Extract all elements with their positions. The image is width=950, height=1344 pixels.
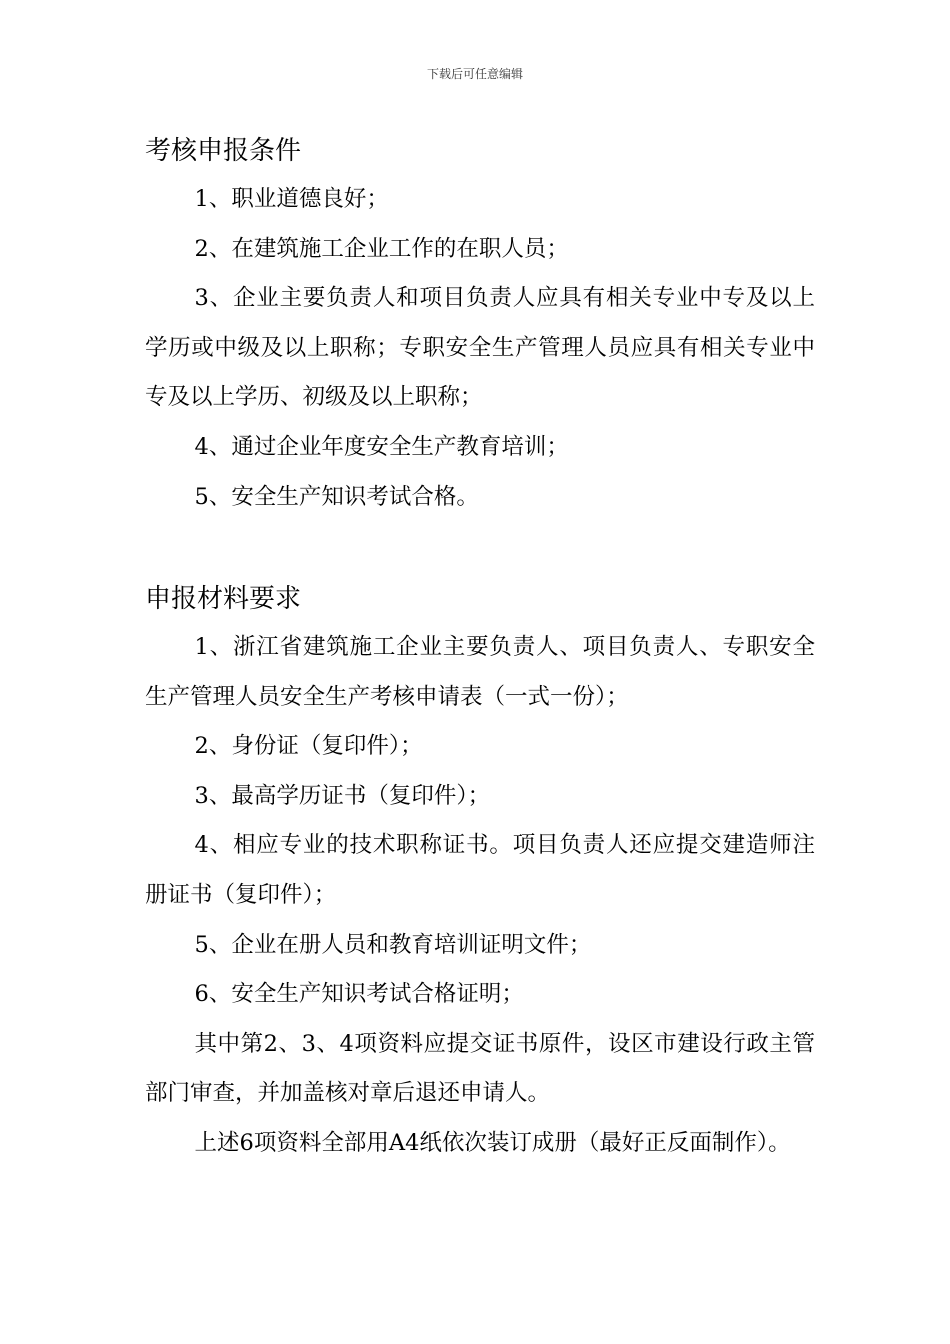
paragraph: 3、最高学历证书（复印件）； (194, 782, 491, 809)
paragraph: 上述6项资料全部用A4纸依次装订成册（最好正反面制作）。 (194, 1129, 791, 1156)
paragraph: 1、浙江省建筑施工企业主要负责人、项目负责人、专职安全生产管理人员安全生产考核申请表（一式一份）； (145, 634, 815, 710)
paragraph: 其中第2、3、4项资料应提交证书原件，设区市建设行政主管部门审查，并加盖核对章后退还申请人。 (145, 1030, 815, 1107)
section-heading: 申报材料要求 (145, 584, 302, 614)
paragraph: 5、安全生产知识考试合格。 (194, 483, 479, 510)
paragraph: 2、身份证（复印件）； (194, 733, 423, 760)
section-heading: 考核申报条件 (145, 136, 302, 166)
section-material-requirements (145, 575, 815, 1169)
header-note: 下载后可任意编辑 (426, 67, 523, 81)
paragraph: 4、相应专业的技术职称证书。项目负责人还应提交建造师注册证书（复印件）； (145, 832, 815, 908)
paragraph: 3、企业主要负责人和项目负责人应具有相关专业中专及以上学历或中级及以上职称；专职安全生产管理人员应具有相关专业中专及以上学历、初级及以上职称； (145, 285, 815, 411)
section-application-conditions (145, 127, 815, 522)
paragraph: 1、职业道德良好； (194, 186, 389, 212)
paragraph: 6、安全生产知识考试合格证明； (194, 981, 524, 1008)
paragraph: 2、在建筑施工企业工作的在职人员； (194, 235, 569, 262)
paragraph: 5、企业在册人员和教育培训证明文件； (194, 931, 592, 958)
paragraph: 4、通过企业年度安全生产教育培训； (194, 433, 569, 460)
